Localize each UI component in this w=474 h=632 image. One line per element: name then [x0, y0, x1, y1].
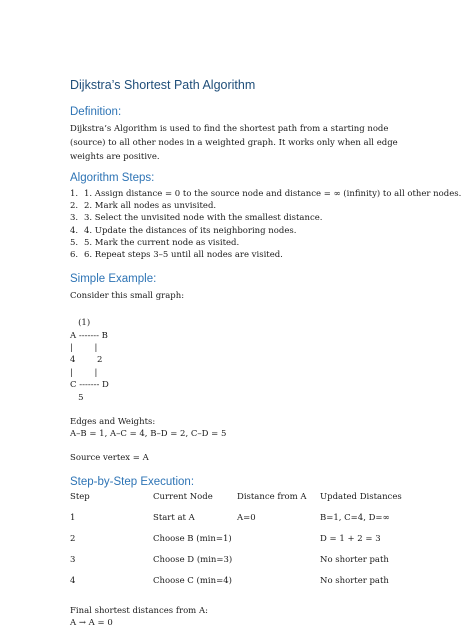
list-item: 5. 5. Mark the current node as visited.: [70, 237, 240, 248]
example-intro: Consider this small graph:: [70, 291, 185, 302]
edges-label: Edges and Weights:: [70, 417, 156, 428]
execution-heading: Step-by-Step Execution:: [70, 476, 195, 489]
steps-heading: Algorithm Steps:: [70, 172, 155, 184]
list-item: 3. 3. Select the unvisited node with the smallest distance.: [70, 213, 323, 224]
final-distances-label: Final shortest distances from A:: [70, 606, 208, 617]
table-row: 3 Choose D (min=3) No shorter path: [70, 555, 389, 566]
example-heading: Simple Example:: [70, 273, 157, 286]
table-header-row: Step Current Node Distance from A Updated Distances: [70, 492, 402, 503]
final-distance-a: A → A = 0: [70, 618, 113, 629]
definition-heading: Definition:: [70, 106, 122, 118]
graph-diagram: (1) A ------- B | | 4 2 | | C ------- D 5: [70, 318, 109, 403]
list-item: 4. 4. Update the distances of its neighboring nodes.: [70, 225, 297, 236]
source-vertex: Source vertex = A: [70, 453, 149, 464]
execution-table: [70, 492, 430, 597]
table-row: 1 Start at A A=0 B=1, C=4, D=∞: [70, 513, 390, 524]
list-item: 2. 2. Mark all nodes as unvisited.: [70, 201, 217, 212]
list-item: 1. 1. Assign distance = 0 to the source node and distance = ∞ (infinity) to all other nodes.: [70, 189, 462, 199]
edges-list: A–B = 1, A–C = 4, B–D = 2, C–D = 5: [70, 429, 227, 440]
page-title: Dijkstra’s Shortest Path Algorithm: [70, 78, 256, 92]
table-row: 2 Choose B (min=1) D = 1 + 2 = 3: [70, 534, 381, 545]
definition-text: Dijkstra’s Algorithm is used to find the shortest path from a starting node (source) to all other nodes in a weighted graph. It works only when all edge weights are positive.: [70, 124, 398, 162]
table-row: 4 Choose C (min=4) No shorter path: [70, 576, 389, 587]
steps-list: [70, 188, 474, 261]
list-item: 6. 6. Repeat steps 3–5 until all nodes are visited.: [70, 250, 283, 261]
